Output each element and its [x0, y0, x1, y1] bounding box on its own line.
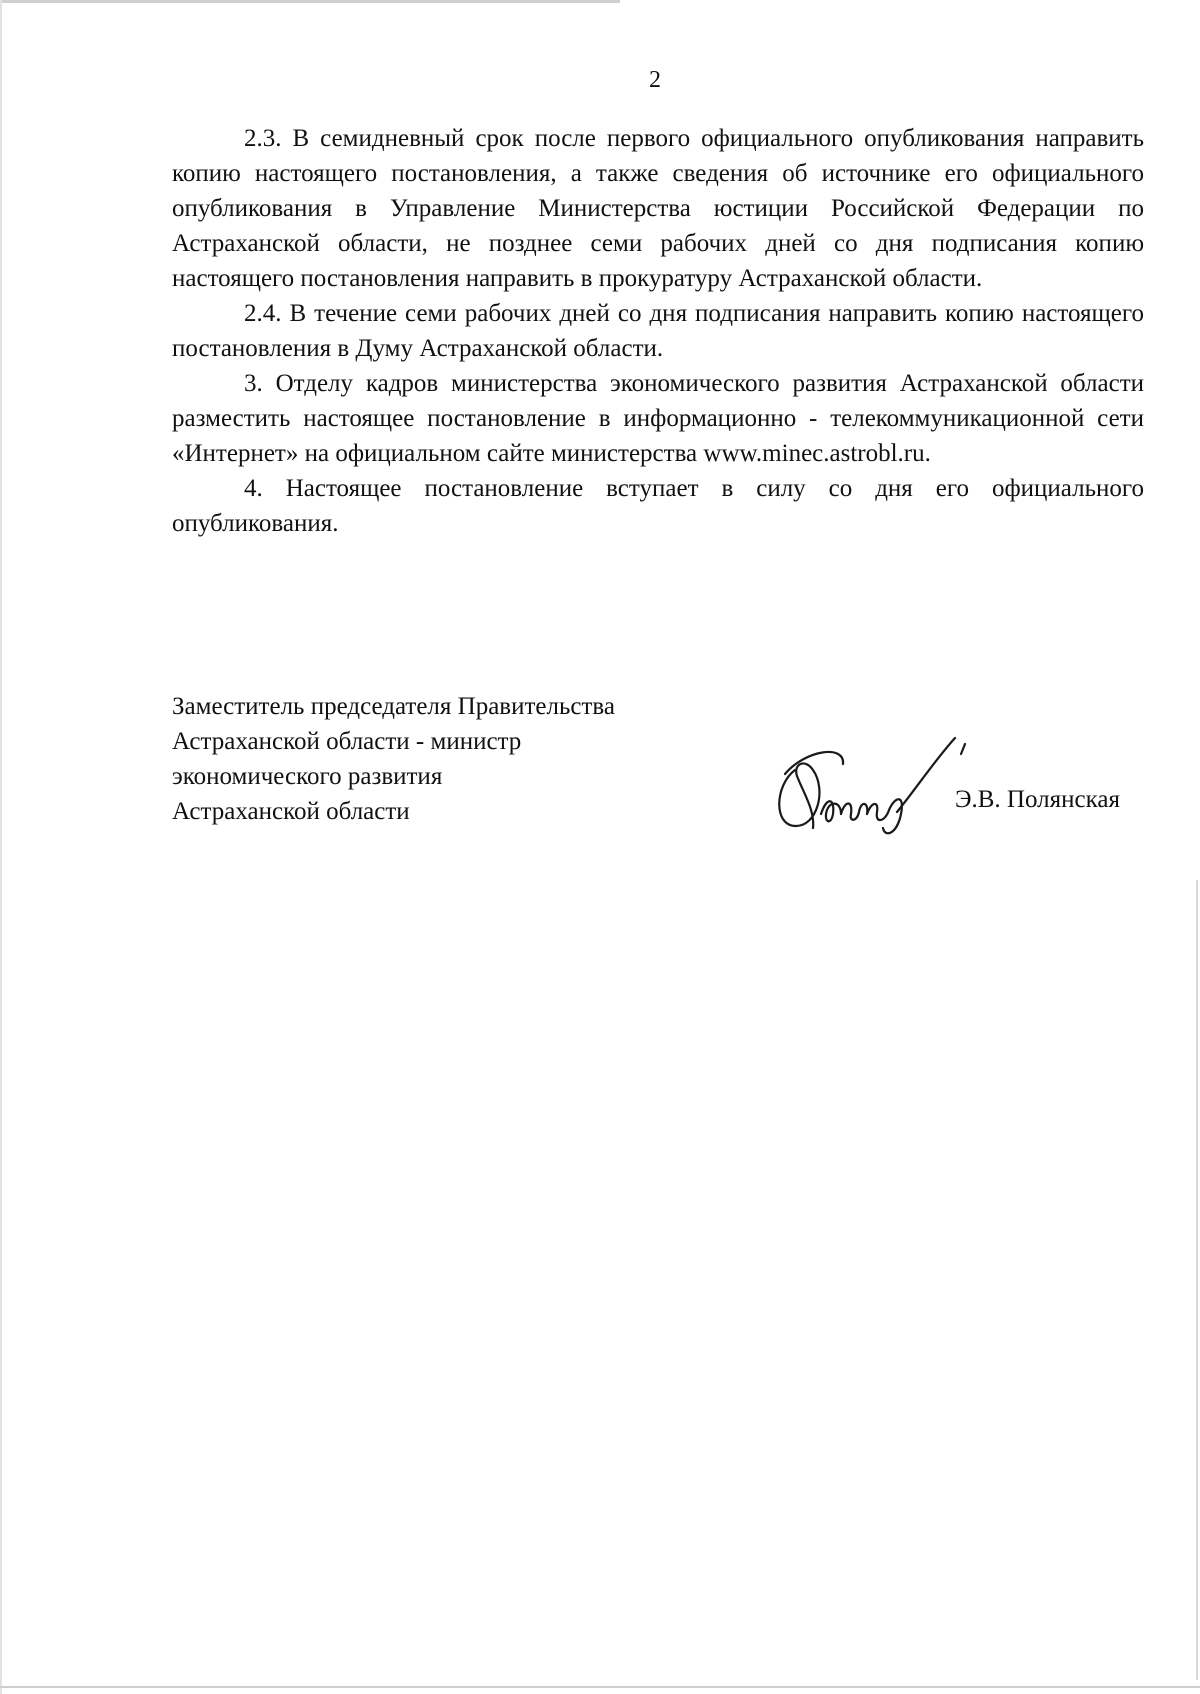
- page-number: 2: [649, 67, 661, 93]
- paragraph-4: 4. Настоящее постановление вступает в силу со дня его официального опубликования.: [172, 475, 1144, 537]
- scan-edge-right: [1196, 880, 1198, 1680]
- position-line: Заместитель председателя Правительства: [172, 693, 615, 720]
- document-body: [172, 121, 1144, 541]
- scan-edge-left: [0, 0, 2, 1694]
- position-line: Астраханской области: [172, 798, 410, 825]
- paragraph-2-4: 2.4. В течение семи рабочих дней со дня подписания направить копию настоящего постановления в Думу Астраханской области.: [172, 300, 1144, 362]
- scan-edge-bottom: [0, 1686, 1200, 1688]
- scan-edge-top: [0, 0, 620, 3]
- signatory-position: [172, 689, 732, 829]
- position-line: Астраханской области - министр: [172, 728, 522, 755]
- signatory-name: Э.В. Полянская: [955, 786, 1120, 813]
- paragraph-3: 3. Отделу кадров министерства экономического развития Астраханской области разместить настоящее постановление в информационно - телекоммуникационной сети «Интернет» на официальном сайте министерства www.minec.astrobl.ru.: [172, 370, 1144, 467]
- position-line: экономического развития: [172, 763, 443, 790]
- paragraph-2-3: 2.3. В семидневный срок после первого официального опубликования направить копию настоящего постановления, а также сведения об источнике его официального опубликования в Управление Министерства юстиции Российской Федерации по Астраханской области, не позднее семи рабочих дней со дня подписания копию настоящего постановления направить в прокуратуру Астраханской области.: [172, 125, 1144, 292]
